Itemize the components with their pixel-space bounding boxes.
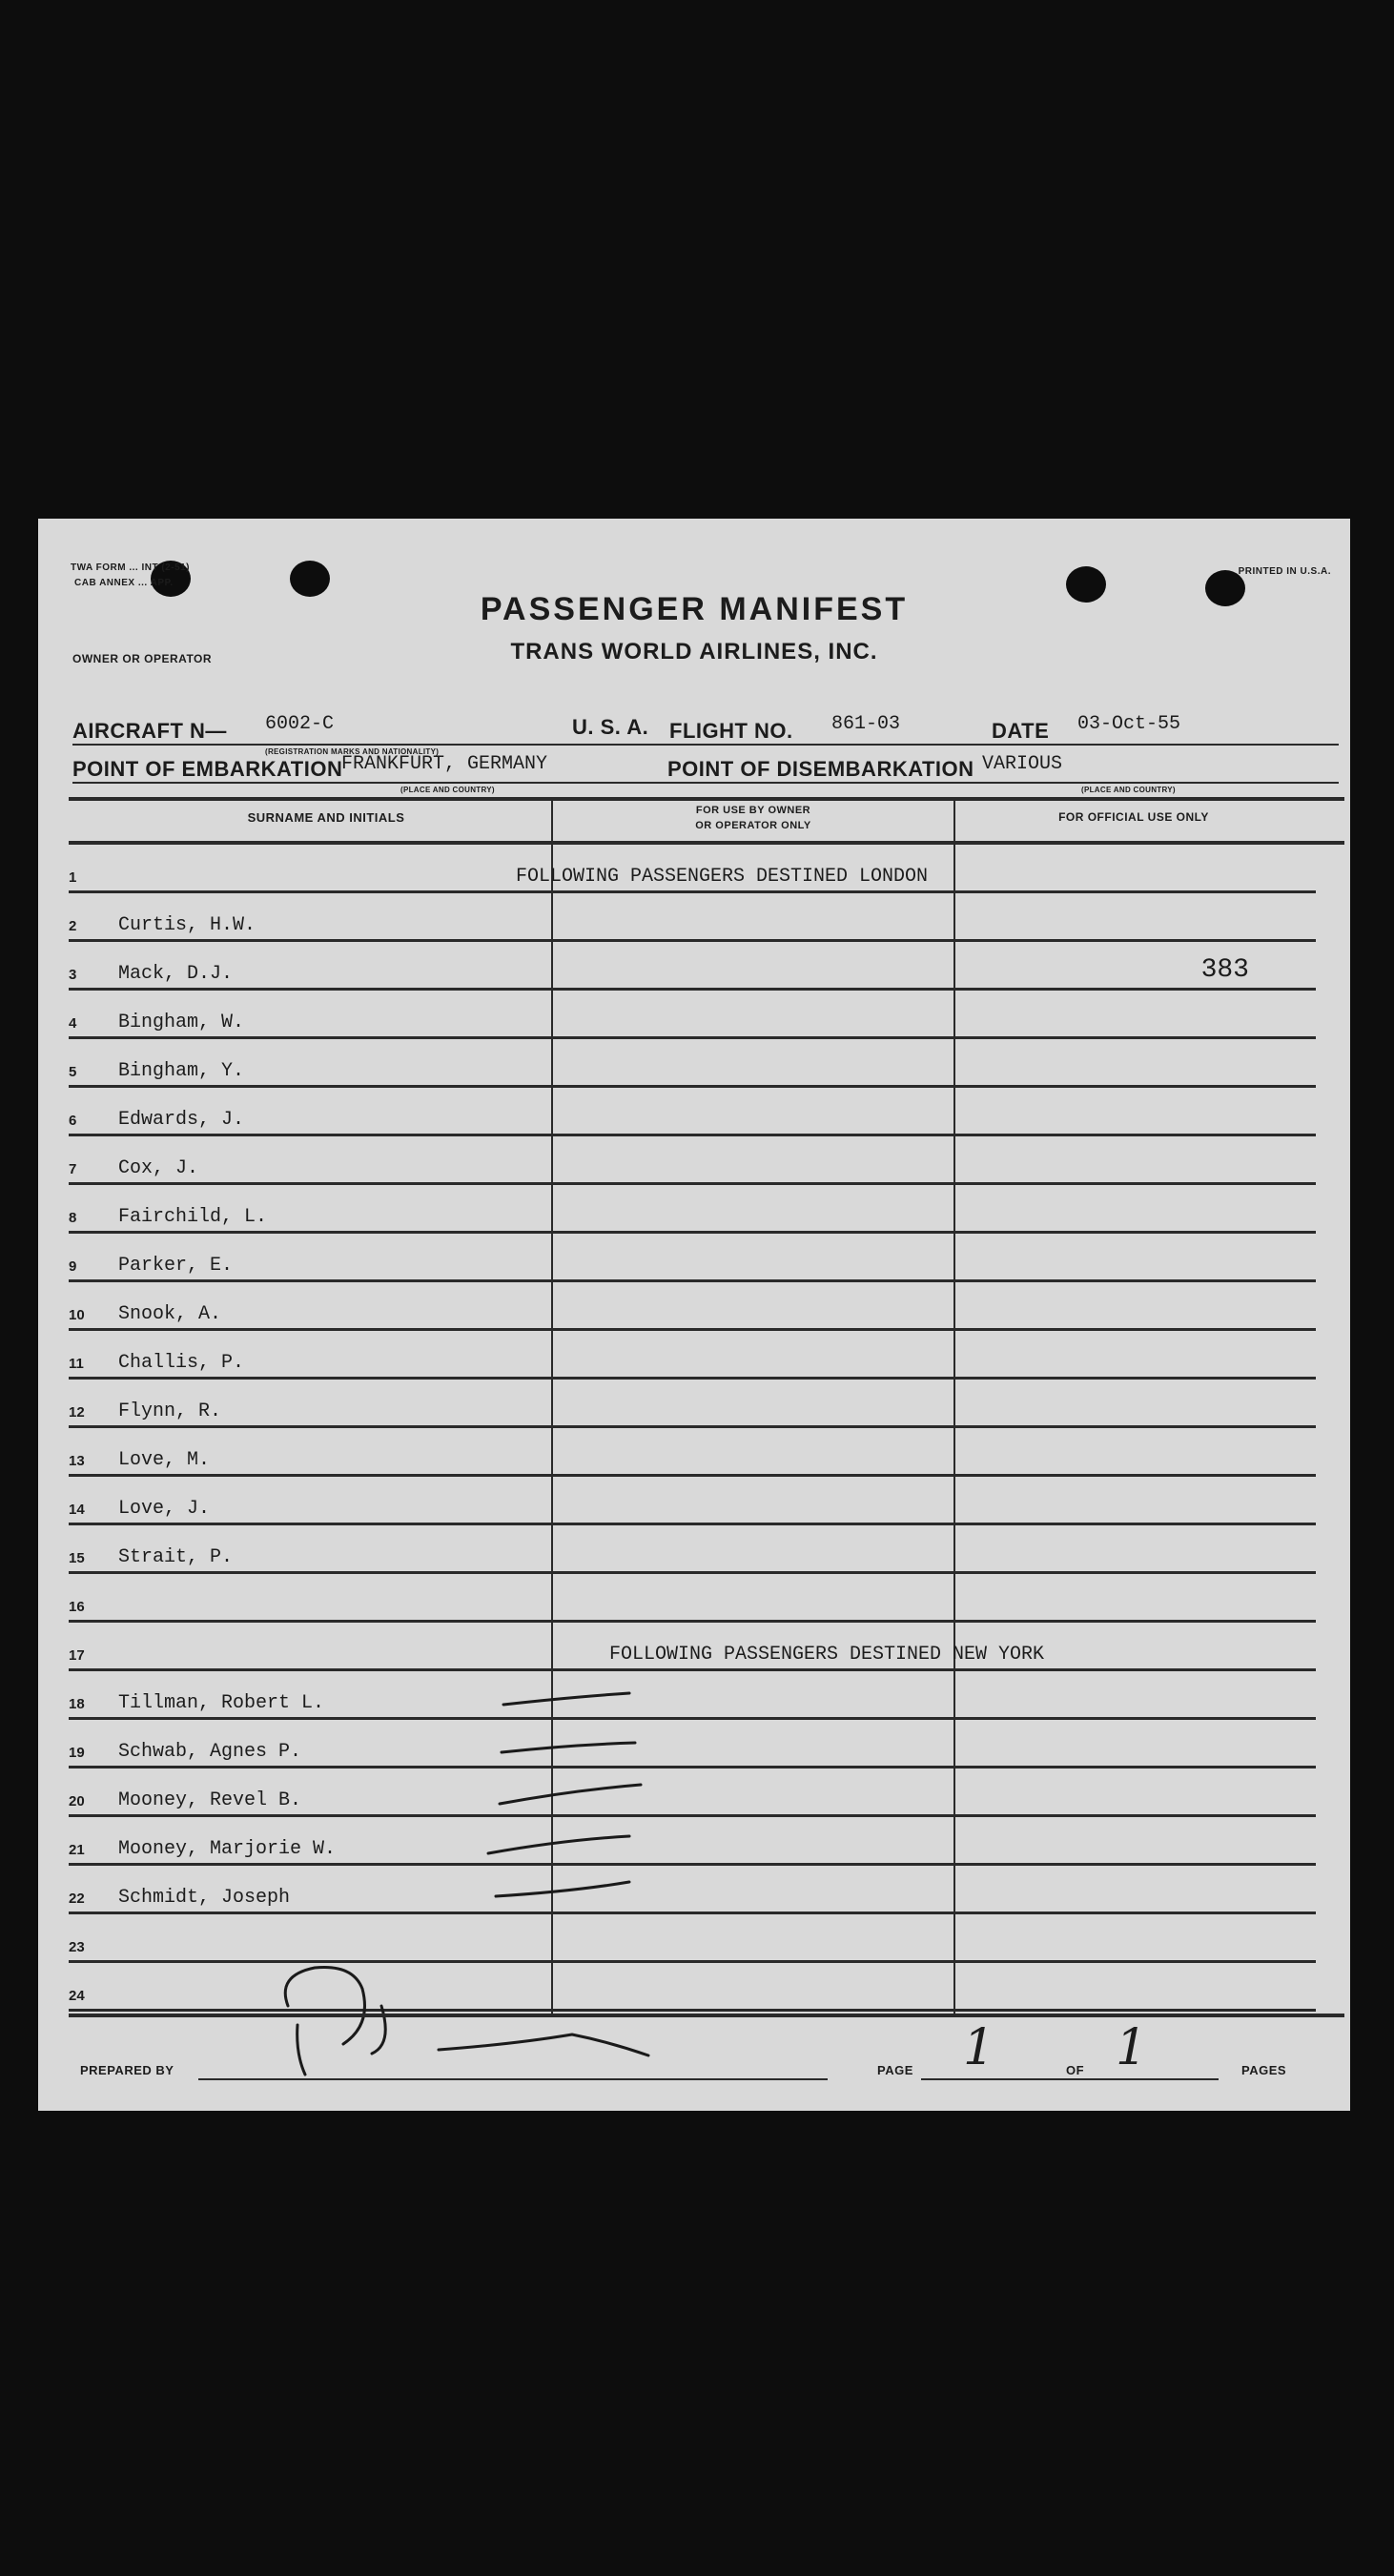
row-number: 22 [69, 1891, 85, 1907]
row-number: 5 [69, 1064, 77, 1080]
embarkation-label: POINT OF EMBARKATION [72, 757, 343, 781]
cab-annex: CAB ANNEX ... APP. [74, 578, 174, 588]
of-value: 1 [1116, 2019, 1148, 2076]
pen-stroke [496, 1882, 629, 1896]
destination-note: FOLLOWING PASSENGERS DESTINED NEW YORK [608, 1644, 1045, 1666]
pen-stroke [500, 1785, 641, 1804]
page-value: 1 [963, 2019, 995, 2076]
passenger-name: Tillman, Robert L. [118, 1692, 325, 1714]
passenger-name: Parker, E. [118, 1255, 234, 1277]
row-number: 24 [69, 1988, 85, 2004]
pen-stroke [503, 1693, 629, 1705]
form-number: TWA FORM ... INT (2-51) [71, 562, 191, 573]
passenger-name: Bingham, Y. [118, 1060, 245, 1082]
prepared-by-line [198, 2078, 828, 2080]
row-number: 21 [69, 1842, 85, 1858]
signature-stroke [285, 1967, 648, 2075]
prepared-by-label: PREPARED BY [80, 2063, 174, 2077]
row-number: 15 [69, 1550, 85, 1566]
row-number: 6 [69, 1113, 77, 1129]
passenger-name: Schwab, Agnes P. [118, 1741, 302, 1763]
row-number: 13 [69, 1453, 85, 1469]
date-value: 03-Oct-55 [1077, 713, 1181, 735]
column-owner-use-1: FOR USE BY OWNER [695, 805, 811, 816]
row-number: 9 [69, 1258, 77, 1275]
passenger-name: Challis, P. [118, 1352, 245, 1374]
row-number: 2 [69, 918, 77, 934]
page-label: PAGE [877, 2063, 913, 2077]
passenger-name: Curtis, H.W. [118, 914, 256, 936]
embarkation-value: FRANKFURT, GERMANY [341, 753, 548, 775]
passenger-name: Love, M. [118, 1449, 211, 1471]
footer-rule [69, 2014, 1344, 2017]
pen-stroke [502, 1743, 635, 1752]
of-line [1098, 2078, 1219, 2080]
date-label: DATE [992, 719, 1050, 743]
flight-label: FLIGHT NO. [669, 719, 793, 743]
official-entry: 383 [1200, 955, 1249, 985]
row-number: 8 [69, 1210, 77, 1226]
row-number: 14 [69, 1502, 85, 1518]
passenger-name: Schmidt, Joseph [118, 1887, 291, 1909]
column-surname: SURNAME AND INITIALS [247, 810, 405, 825]
passenger-name: Bingham, W. [118, 1012, 245, 1033]
passenger-name: Flynn, R. [118, 1400, 222, 1422]
airline-name: TRANS WORLD AIRLINES, INC. [510, 639, 878, 664]
disembarkation-label: POINT OF DISEMBARKATION [667, 757, 974, 781]
page-line [921, 2078, 1104, 2080]
embarkation-caption: (PLACE AND COUNTRY) [400, 786, 495, 794]
aircraft-value: 6002-C [265, 713, 335, 735]
of-label: OF [1066, 2063, 1085, 2077]
row-number: 10 [69, 1307, 85, 1323]
aircraft-caption: (REGISTRATION MARKS AND NATIONALITY) [265, 747, 440, 756]
country-label: U. S. A. [572, 715, 649, 739]
passenger-name: Mack, D.J. [118, 963, 234, 985]
disembarkation-value: VARIOUS [982, 753, 1063, 775]
passenger-name: Love, J. [118, 1498, 211, 1520]
disembarkation-caption: (PLACE AND COUNTRY) [1081, 786, 1176, 794]
flight-value: 861-03 [831, 713, 901, 735]
manifest-title: PASSENGER MANIFEST [480, 591, 909, 627]
passenger-name: Mooney, Revel B. [118, 1789, 302, 1811]
row-number: 18 [69, 1696, 85, 1712]
pages-label: PAGES [1241, 2063, 1287, 2077]
destination-note: FOLLOWING PASSENGERS DESTINED LONDON [515, 866, 929, 888]
column-official: FOR OFFICIAL USE ONLY [1058, 810, 1209, 824]
row-number: 11 [69, 1356, 84, 1372]
row-number: 19 [69, 1745, 85, 1761]
passenger-name: Snook, A. [118, 1303, 222, 1325]
aircraft-label: AIRCRAFT N— [72, 719, 227, 743]
pen-stroke [488, 1836, 629, 1853]
row-number: 7 [69, 1161, 77, 1177]
printed-in: PRINTED IN U.S.A. [1238, 566, 1331, 577]
row-number: 3 [69, 967, 77, 983]
row-number: 17 [69, 1647, 85, 1664]
row-number: 16 [69, 1599, 85, 1615]
passenger-name: Strait, P. [118, 1546, 234, 1568]
owner-label: OWNER OR OPERATOR [72, 652, 213, 665]
passenger-name: Cox, J. [118, 1157, 199, 1179]
row-number: 1 [69, 869, 77, 886]
row-number: 12 [69, 1404, 85, 1421]
column-owner-use-2: OR OPERATOR ONLY [695, 820, 811, 831]
row-number: 20 [69, 1793, 85, 1809]
row-number: 4 [69, 1015, 77, 1032]
row-number: 23 [69, 1939, 85, 1955]
passenger-name: Edwards, J. [118, 1109, 245, 1131]
pen-strokes [38, 519, 1350, 2111]
passenger-name: Fairchild, L. [118, 1206, 268, 1228]
manifest-sheet [38, 519, 1350, 2111]
passenger-name: Mooney, Marjorie W. [118, 1838, 337, 1860]
